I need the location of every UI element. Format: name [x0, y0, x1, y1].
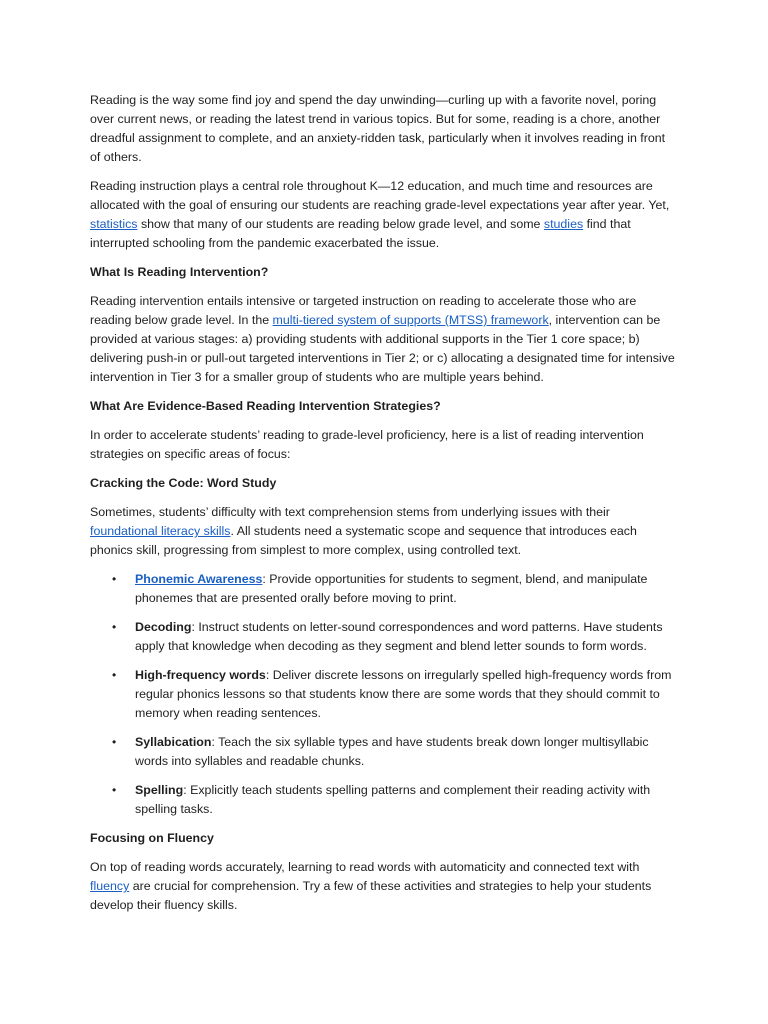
intro-paragraph-1: Reading is the way some find joy and spend the day unwinding—curling up with a favorite novel, poring over current news, or reading the latest trend in various topics. But for some, reading is a chore, another dreadful assignment to complete, and an anxiety-ridden task, particularly when it involves reading in front of others. — [90, 93, 666, 164]
bullet-icon: • — [112, 620, 117, 634]
section-heading-reading-intervention: What Is Reading Intervention? — [90, 265, 269, 279]
fluency-link[interactable]: fluency — [90, 879, 130, 893]
mtss-framework-link[interactable]: multi-tiered system of supports (MTSS) framework — [272, 313, 549, 327]
list-item-high-frequency-words: • High-frequency words: Deliver discrete lessons on irregularly spelled high-frequency words from regular phonics lessons so that students know there are some words that they should commit to memory when reading sentences. — [112, 668, 672, 720]
bullet-icon: • — [112, 572, 117, 586]
foundational-literacy-link[interactable]: foundational literacy skills — [90, 524, 231, 538]
section-heading-fluency: Focusing on Fluency — [90, 831, 214, 845]
list-item-term: High-frequency words — [135, 668, 266, 682]
phonemic-awareness-link[interactable]: Phonemic Awareness — [135, 572, 263, 586]
reading-intervention-paragraph: Reading intervention entails intensive or targeted instruction on reading to accelerate those who are reading below grade level. In the multi-tiered system of supports (MTSS) framework, intervention can be provided at various stages: a) providing students with additional supports in the Tier 1 core space; b) delivering push-in or pull-out targeted interventions in Tier 2; or c) allocating a designated time for intensive intervention in Tier 3 for a smaller group of students who are multiple years behind. — [90, 294, 675, 384]
evidence-based-paragraph: In order to accelerate students’ reading to grade-level proficiency, here is a list of reading intervention strategies on specific areas of focus: — [90, 428, 644, 461]
statistics-link[interactable]: statistics — [90, 217, 138, 231]
bullet-icon: • — [112, 668, 117, 682]
section-heading-evidence-based: What Are Evidence-Based Reading Intervention Strategies? — [90, 399, 441, 413]
list-item-term: Spelling — [135, 783, 184, 797]
word-study-list — [90, 570, 678, 819]
list-item-spelling: • Spelling: Explicitly teach students spelling patterns and complement their reading activity with spelling tasks. — [112, 783, 651, 816]
studies-link[interactable]: studies — [543, 217, 584, 231]
list-item-term: Syllabication — [135, 735, 212, 749]
list-item-term: Decoding — [135, 620, 192, 634]
bullet-icon: • — [112, 783, 117, 797]
intro-paragraph-2: Reading instruction plays a central role throughout K—12 education, and much time and resources are allocated with the goal of ensuring our students are reaching grade-level expectations year after year. Yet, statistics show that many of our students are reading below grade level, and some studies find that interrupted schooling from the pandemic exacerbated the issue. — [90, 179, 670, 250]
list-item-phonemic-awareness: • Phonemic Awareness: Provide opportunities for students to segment, blend, and manipulate phonemes that are presented orally before moving to print. — [112, 572, 648, 605]
word-study-paragraph: Sometimes, students’ difficulty with text comprehension stems from underlying issues with their foundational literacy skills. All students need a systematic scope and sequence that introduces each phonics skill, progressing from simplest to more complex, using controlled text. — [90, 505, 637, 557]
list-item-decoding: • Decoding: Instruct students on letter-sound correspondences and word patterns. Have students apply that knowledge when decoding as they segment and blend letter sounds to form words. — [112, 620, 663, 653]
fluency-paragraph: On top of reading words accurately, learning to read words with automaticity and connected text with fluency are crucial for comprehension. Try a few of these activities and strategies to help your students develop their fluency skills. — [90, 860, 652, 912]
bullet-icon: • — [112, 735, 117, 749]
list-item-syllabication: • Syllabication: Teach the six syllable types and have students break down longer multisyllabic words into syllables and readable chunks. — [112, 735, 649, 768]
section-heading-word-study: Cracking the Code: Word Study — [90, 476, 277, 490]
